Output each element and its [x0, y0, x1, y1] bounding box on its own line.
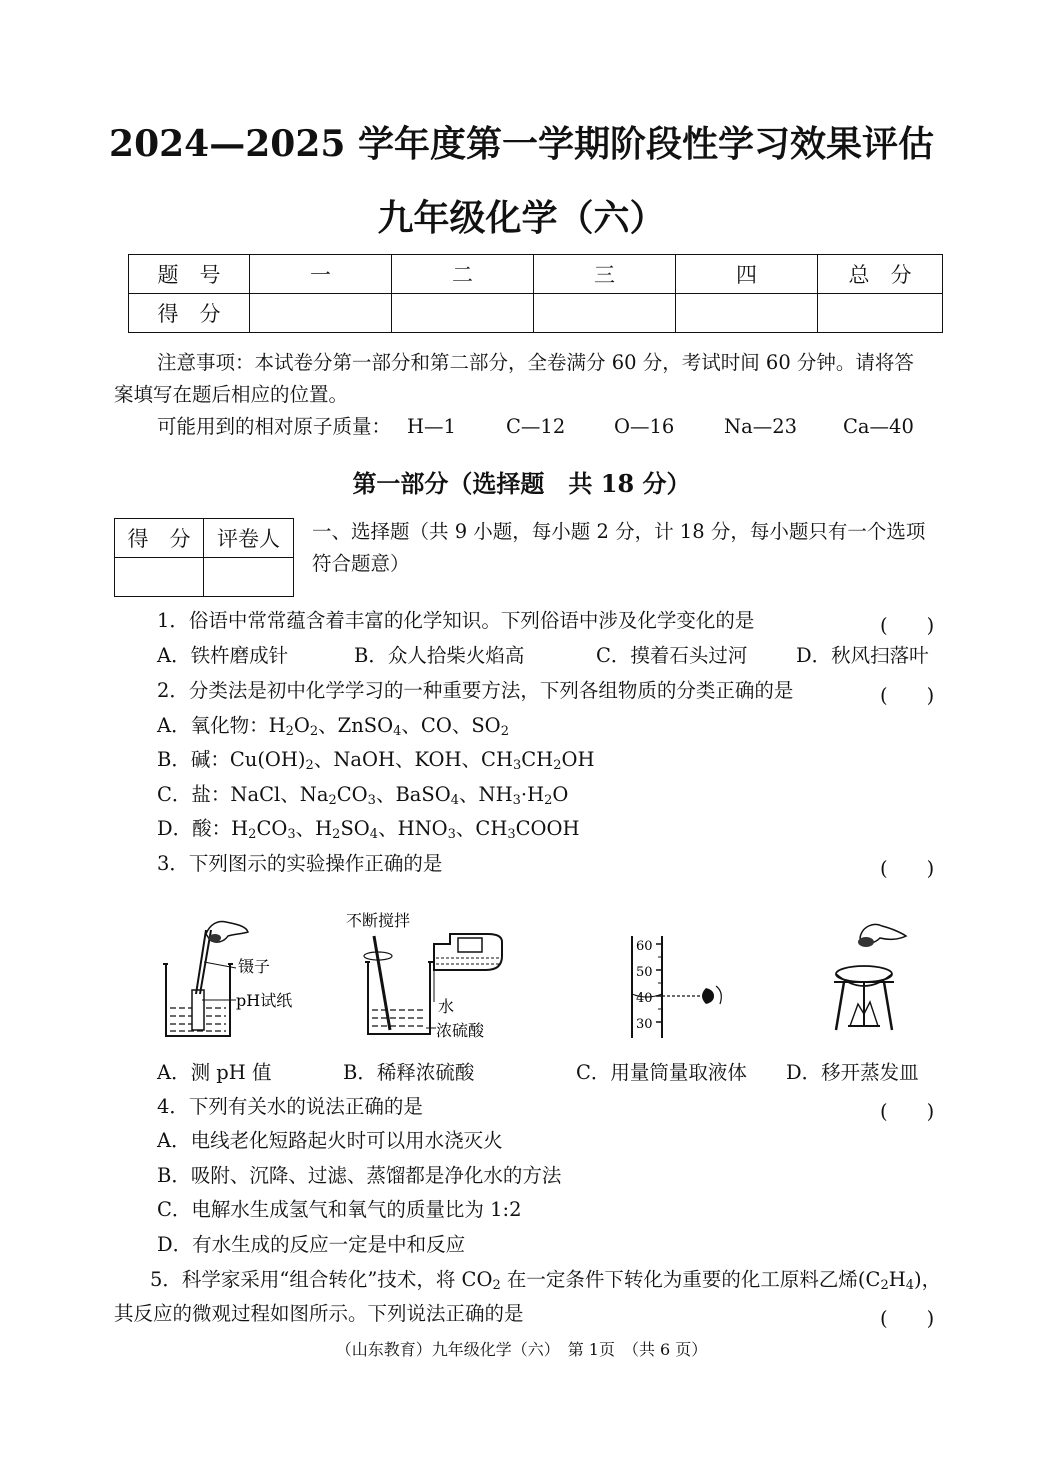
figure-measuring-cylinder: [628, 932, 738, 1040]
q5-answer-paren[interactable]: ( ): [880, 1307, 935, 1330]
figure-evaporating-dish: [830, 918, 920, 1038]
tick-60: 60: [636, 939, 653, 954]
atomic-mass-prefix: 可能用到的相对原子质量：: [157, 415, 392, 438]
q1-stem: 1．俗语中常常蕴含着丰富的化学知识。下列俗语中涉及化学变化的是: [157, 609, 755, 632]
q4-option-c: C．电解水生成氢气和氧气的质量比为 1:2: [157, 1198, 522, 1221]
q1-option-b: B．众人拾柴火焰高: [354, 644, 525, 667]
score-blank-cell[interactable]: [676, 294, 818, 333]
q2-option-c: C．盐：NaCl、$Na_2CO_3$、BaSO$_4$、$NH_3\cdot H_2O$: [157, 783, 569, 808]
score-table-header-row: [129, 255, 943, 294]
score-table-cell: 总 分: [818, 255, 943, 294]
q4-answer-paren[interactable]: ( ): [880, 1100, 935, 1123]
label-conc-acid: 浓硫酸: [436, 1021, 485, 1040]
q3-option-a: A．测 pH 值: [157, 1061, 272, 1084]
q2-option-a: A．氧化物：$H_2O_2$、ZnSO$_4$、CO、$SO_2$: [157, 714, 509, 739]
atomic-mass-ca: Ca—40: [843, 415, 914, 438]
q1-option-c: C．摸着石头过河: [596, 644, 748, 667]
tick-40: 40: [636, 991, 653, 1006]
part1-title: 第一部分（选择题 共 18 分）: [352, 469, 691, 498]
atomic-mass-c: C—12: [506, 415, 566, 438]
q3-stem: 3．下列图示的实验操作正确的是: [157, 852, 443, 875]
score-blank-cell[interactable]: [534, 294, 676, 333]
atomic-mass-h: H—1: [407, 415, 456, 438]
q3-answer-paren[interactable]: ( ): [880, 857, 935, 880]
score-blank-cell[interactable]: [392, 294, 534, 333]
notice-line-1: 注意事项：本试卷分第一部分和第二部分，全卷满分 60 分，考试时间 60 分钟。请将答: [157, 351, 914, 374]
grader-table: [114, 518, 294, 597]
figure-dilute-acid: [338, 906, 518, 1046]
part1-intro-line-1: 一、选择题（共 9 小题，每小题 2 分，计 18 分，每小题只有一个选项: [312, 520, 926, 543]
part1-intro-line-2: 符合题意）: [312, 552, 410, 575]
q4-option-b: B．吸附、沉降、过滤、蒸馏都是净化水的方法: [157, 1164, 562, 1187]
q1-option-d: D．秋风扫落叶: [796, 644, 929, 667]
q3-option-c: C．用量筒量取液体: [576, 1061, 747, 1084]
q2-stem: 2．分类法是初中化学学习的一种重要方法，下列各组物质的分类正确的是: [157, 679, 794, 702]
score-table: [128, 254, 943, 333]
label-stir: 不断搅拌: [346, 911, 411, 930]
q4-stem: 4．下列有关水的说法正确的是: [157, 1095, 423, 1118]
q2-answer-paren[interactable]: ( ): [880, 684, 935, 707]
score-table-cell: 一: [250, 255, 392, 294]
notice-line-2: 案填写在题后相应的位置。: [114, 383, 349, 406]
score-table-cell: 二: [392, 255, 534, 294]
exam-title: 2024—2025 学年度第一学期阶段性学习效果评估: [109, 123, 934, 165]
q3-option-d: D．移开蒸发皿: [786, 1061, 919, 1084]
score-blank-cell[interactable]: [250, 294, 392, 333]
q2-option-b: B．碱：$Cu(OH)_2$、NaOH、KOH、$CH_3CH_2OH$: [157, 748, 595, 773]
grader-name-label: 评卷人: [204, 519, 294, 558]
q5-line-2: 其反应的微观过程如图所示。下列说法正确的是: [114, 1302, 524, 1325]
q1-answer-paren[interactable]: ( ): [880, 614, 935, 637]
score-table-cell: 题 号: [129, 255, 250, 294]
label-ph-paper: pH试纸: [236, 991, 293, 1010]
score-blank-cell[interactable]: [818, 294, 943, 333]
q5-line-1: 5．科学家采用“组合转化”技术，将 $CO_2$ 在一定条件下转化为重要的化工原料乙烯$(C_2H_4)$，: [150, 1268, 942, 1293]
q1-option-a: A．铁杵磨成针: [157, 644, 289, 667]
label-tweezers: 镊子: [238, 957, 271, 976]
q4-option-a: A．电线老化短路起火时可以用水浇灭火: [157, 1129, 503, 1152]
atomic-mass-na: Na—23: [724, 415, 798, 438]
tick-50: 50: [636, 965, 653, 980]
grader-score-label: 得 分: [115, 519, 204, 558]
atomic-mass-o: O—16: [614, 415, 675, 438]
q3-option-b: B．稀释浓硫酸: [343, 1061, 475, 1084]
score-table-cell: 得 分: [129, 294, 250, 333]
q4-option-d: D．有水生成的反应一定是中和反应: [157, 1233, 466, 1256]
grader-score-blank[interactable]: [115, 558, 204, 597]
score-table-cell: 四: [676, 255, 818, 294]
q2-option-d: D．酸：$H_2CO_3$、$H_2SO_4$、$HNO_3$、$CH_3COOH$: [157, 817, 580, 842]
page-footer: （山东教育）九年级化学（六） 第 1页 （共 6 页）: [335, 1340, 708, 1359]
score-table-score-row: [129, 294, 943, 333]
label-water: 水: [438, 997, 455, 1016]
score-table-cell: 三: [534, 255, 676, 294]
exam-subtitle: 九年级化学（六）: [377, 197, 666, 239]
tick-30: 30: [636, 1017, 653, 1032]
figure-ph-test: [158, 912, 308, 1040]
grader-name-blank[interactable]: [204, 558, 294, 597]
